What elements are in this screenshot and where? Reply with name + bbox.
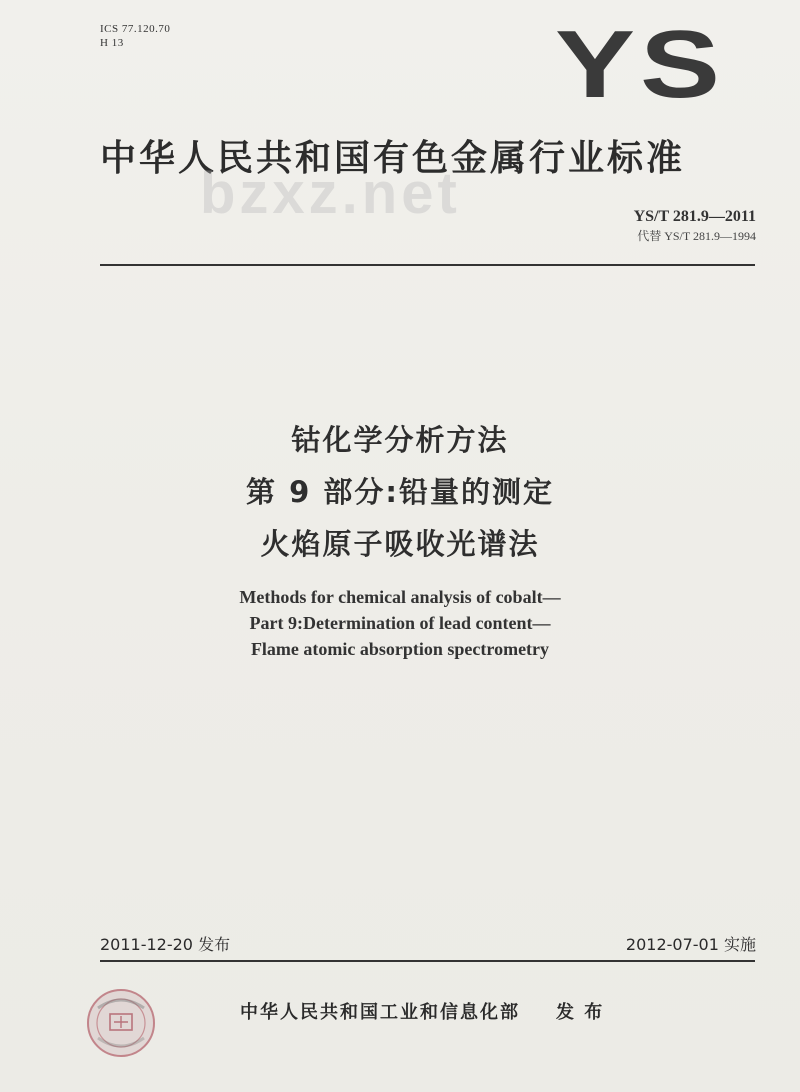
title-cn-line1: 钴化学分析方法 (291, 423, 509, 457)
title-en-line2: Part 9:Determination of lead content— (249, 613, 551, 633)
issue-date: 2011-12-20 发布 (100, 935, 231, 954)
title-en-line3: Flame atomic absorption spectrometry (250, 639, 550, 659)
bottom-divider (100, 960, 755, 962)
issuer-action: 发 布 (556, 1002, 605, 1023)
implementation-date: 2012-07-01 实施 (625, 935, 756, 954)
top-divider (100, 264, 755, 266)
title-en-line1: Methods for chemical analysis of cobalt— (239, 587, 561, 607)
standard-number-block (634, 208, 756, 244)
issuer-name: 中华人民共和国工业和信息化部 (240, 1002, 520, 1023)
ccs-code: H 13 (100, 37, 124, 49)
replaces-standard: 代替 YS/T 281.9—1994 (637, 229, 756, 243)
seal-stamp-icon (84, 986, 158, 1060)
watermark: bzxz.net (200, 161, 461, 226)
standard-number: YS/T 281.9—2011 (633, 208, 756, 225)
ys-logo: YS (555, 11, 726, 118)
title-cn-line2: 第 9 部分:铅量的测定 (246, 475, 554, 509)
issuing-authority (240, 998, 604, 1024)
ics-code: ICS 77.120.70 (100, 23, 171, 35)
title-cn-line3: 火焰原子吸收光谱法 (260, 527, 540, 561)
classification-codes (100, 22, 170, 50)
organization-title: 中华人民共和国有色金属行业标准 (100, 138, 686, 179)
